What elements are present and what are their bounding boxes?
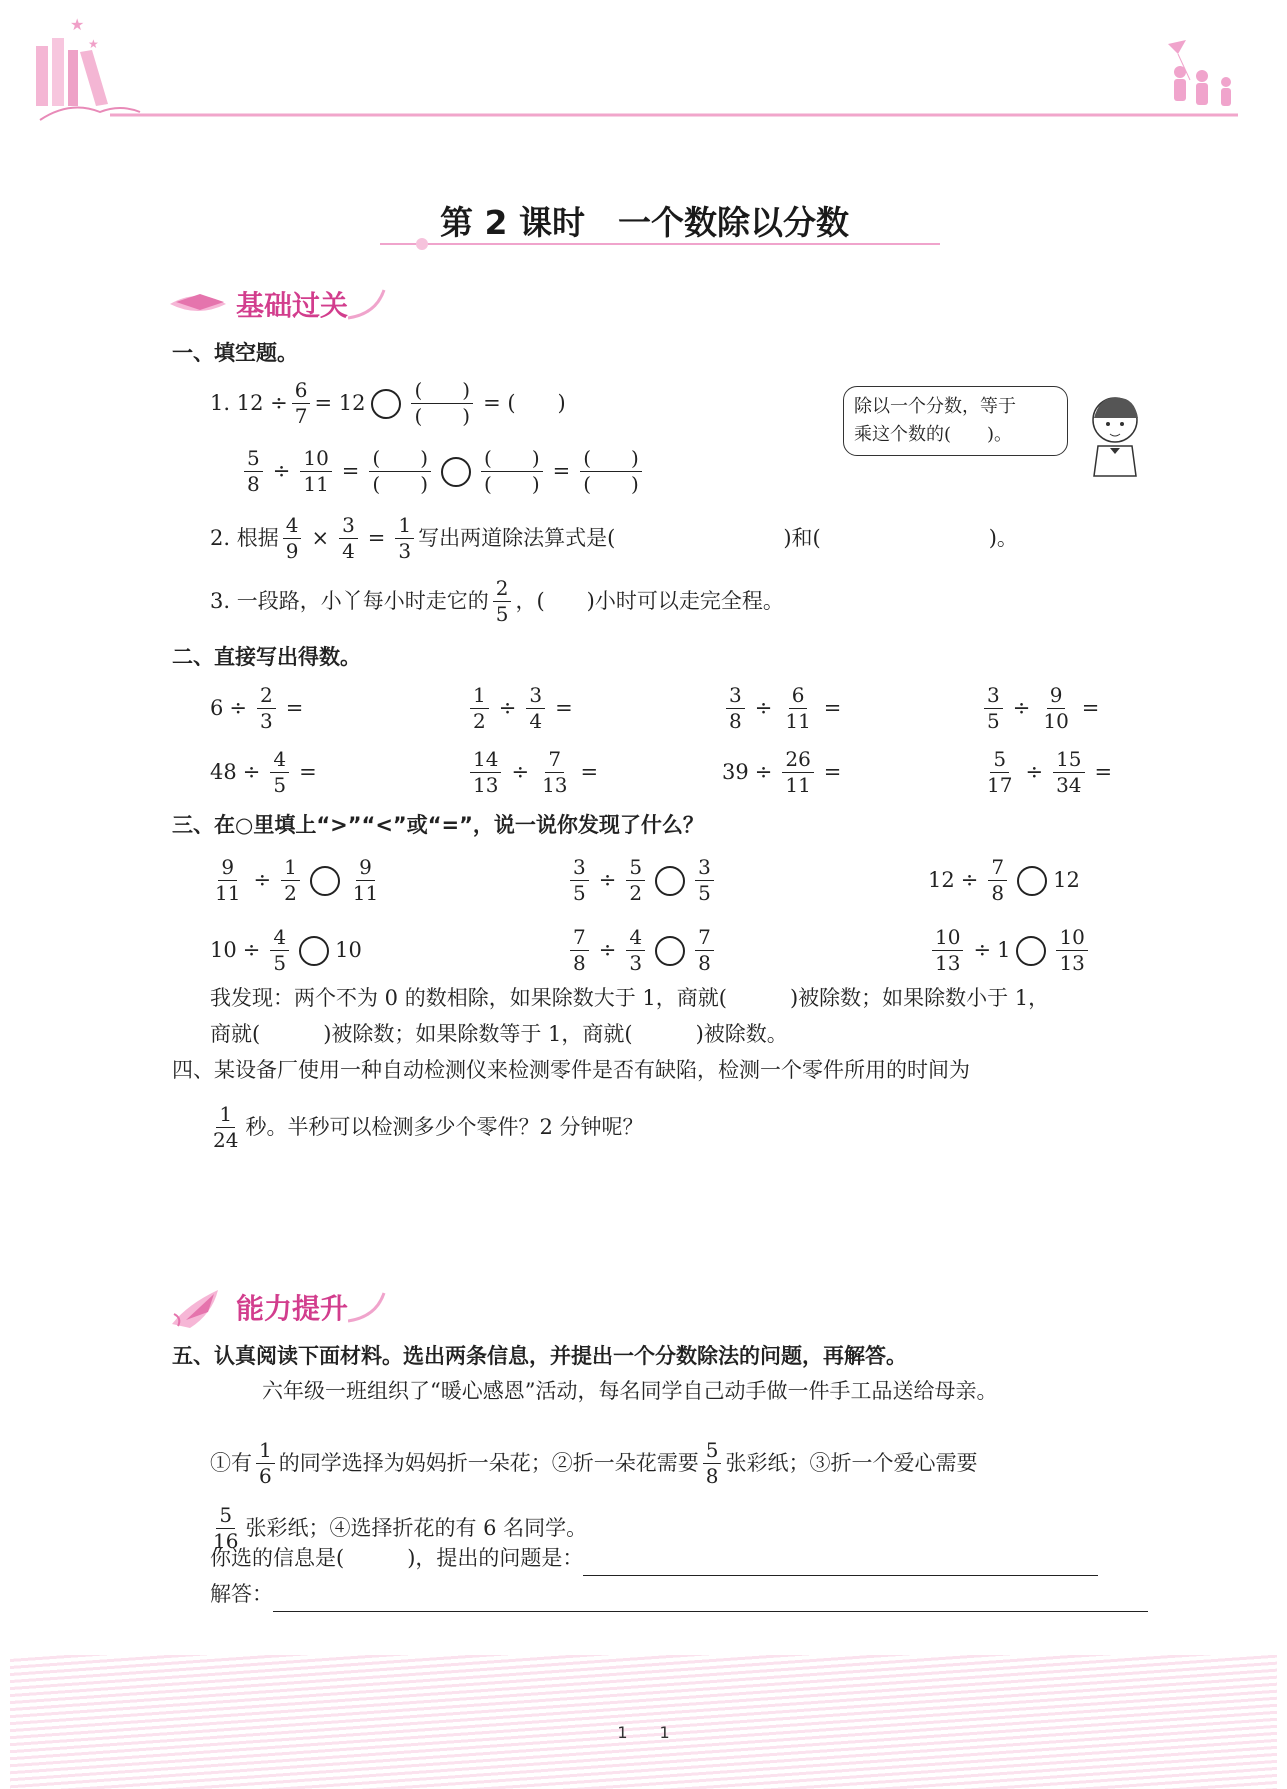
compare-circle[interactable] xyxy=(655,866,685,896)
compare-circle[interactable] xyxy=(310,866,340,896)
q3-heading: 三、在○里填上“>”“<”或“=”，说一说你发现了什么？ xyxy=(172,813,704,837)
q3-finding-2[interactable]: 商就( )被除数；如果除数等于 1，商就( )被除数。 xyxy=(210,1022,788,1046)
section-swoosh xyxy=(348,1287,388,1327)
q5-line1: ①有 1 6 的同学选择为妈妈折一朵花；②折一朵花需要 5 8 张彩纸；③折一个爱心需要 xyxy=(210,1438,978,1488)
books-icon xyxy=(36,15,140,120)
children-kite-icon xyxy=(1168,40,1231,106)
q5-heading: 五、认真阅读下面材料。选出两条信息，并提出一个分数除法的问题，再解答。 xyxy=(172,1344,907,1368)
q2-heading: 二、直接写出得数。 xyxy=(172,645,361,669)
svg-text:★: ★ xyxy=(88,37,99,51)
calc-item[interactable]: $\frac{3}{5}$ ÷ $\frac{9}{10}$ = xyxy=(980,685,1105,732)
compare-circle[interactable] xyxy=(371,389,401,419)
blank-fraction[interactable]: ( ) ( ) xyxy=(369,448,431,495)
graduation-cap-icon xyxy=(168,284,230,324)
blank-fraction[interactable]: ( ) ( ) xyxy=(481,448,543,495)
q5-line2: 5 16 张彩纸；④选择折花的有 6 名同学。 xyxy=(213,1503,588,1553)
compare-item: $\frac{7}{8}$ ÷ $\frac{4}{3}$ 7 8 xyxy=(566,927,718,974)
section-swoosh xyxy=(348,284,388,324)
rocket-icon xyxy=(168,1284,230,1330)
q4-line2: 1 24 秒。半秒可以检测多少个零件？2 分钟呢？ xyxy=(213,1102,644,1152)
q1-heading: 一、填空题。 xyxy=(172,341,298,365)
calc-item[interactable]: $\frac{14}{13}$ ÷ $\frac{7}{13}$ = xyxy=(466,749,604,796)
q5-intro: 六年级一班组织了“暖心感恩”活动，每名同学自己动手做一件手工品送给母亲。 xyxy=(262,1379,998,1403)
page-number: 1 1 xyxy=(617,1723,670,1742)
calc-item[interactable]: $\frac{5}{17}$ ÷ $\frac{15}{34}$ = xyxy=(987,747,1113,797)
calc-item[interactable]: 48 ÷ $\frac{4}{5}$ = xyxy=(210,747,317,797)
q4-line1: 四、某设备厂使用一种自动检测仪来检测零件是否有缺陷，检测一个零件所用的时间为 xyxy=(172,1058,970,1082)
hint-bubble: 除以一个分数，等于 乘这个数的( )。 xyxy=(843,386,1068,456)
q1-item3: 3. 一段路，小丫每小时走它的 2 5 ，( )小时可以走完全程。 xyxy=(210,576,784,626)
q1-item1b: $\frac{5}{8}$ ÷ $\frac{10}{11}$ = ( ) ( ) ( ) ( ) = ( ) ( ) xyxy=(240,448,646,495)
compare-item: 12 ÷ $\frac{7}{8}$ 12 xyxy=(928,855,1080,905)
calc-item[interactable]: 39 ÷ $\frac{26}{11}$ = xyxy=(722,747,842,797)
compare-item: $\frac{3}{5}$ ÷ $\frac{5}{2}$ 3 5 xyxy=(566,857,718,904)
blank-fraction[interactable]: ( ) ( ) xyxy=(411,380,473,427)
section-basic xyxy=(168,284,388,324)
calc-item[interactable]: 6 ÷ $\frac{2}{3}$ = xyxy=(210,683,304,733)
calc-item[interactable]: $\frac{3}{8}$ ÷ $\frac{6}{11}$ = xyxy=(722,685,847,732)
title-underline xyxy=(380,236,940,252)
section-advance-label: 能力提升 xyxy=(236,1292,349,1325)
page-title: 第 2 课时 一个数除以分数 xyxy=(440,203,849,242)
compare-item: 10 ÷ $\frac{4}{5}$ 10 xyxy=(210,925,362,975)
question-answer-line[interactable] xyxy=(583,1553,1098,1576)
compare-circle[interactable] xyxy=(299,936,329,966)
q3-finding-1[interactable]: 我发现：两个不为 0 的数相除，如果除数大于 1，商就( )被除数；如果除数小于 1， xyxy=(210,986,1050,1010)
compare-item: $\frac{10}{13}$ ÷ 1 10 13 xyxy=(928,927,1092,974)
header-decoration xyxy=(0,0,1287,140)
fraction: $\frac{6}{7}$ xyxy=(292,380,311,427)
svg-text:★: ★ xyxy=(70,15,85,34)
compare-circle[interactable] xyxy=(655,936,685,966)
section-advance xyxy=(168,1284,388,1330)
compare-circle[interactable] xyxy=(1017,866,1047,896)
calc-item[interactable]: $\frac{1}{2}$ ÷ $\frac{3}{4}$ = xyxy=(466,685,579,732)
solution-answer-line[interactable] xyxy=(273,1589,1148,1612)
girl-icon xyxy=(1080,390,1150,480)
blank-fraction[interactable]: ( ) ( ) xyxy=(580,448,642,495)
q5-choose: 你选的信息是( )，提出的问题是： xyxy=(210,1540,1098,1576)
q1-item1: 1. 12 ÷ $\frac{6}{7}$ = 12 ( ) ( ) = ( ) xyxy=(210,378,566,428)
q1-item2: 2. 根据 $\frac{4}{9}$ × $\frac{3}{4}$ = $\frac{1}{3}$ 写出两道除法算式是( )和( )。 xyxy=(210,513,1018,563)
compare-circle[interactable] xyxy=(441,457,471,487)
q5-answer: 解答： xyxy=(210,1576,1148,1612)
section-basic-label: 基础过关 xyxy=(236,289,349,322)
compare-circle[interactable] xyxy=(1016,936,1046,966)
compare-item: $\frac{9}{11}$ ÷ $\frac{1}{2}$ 9 11 xyxy=(215,855,379,905)
